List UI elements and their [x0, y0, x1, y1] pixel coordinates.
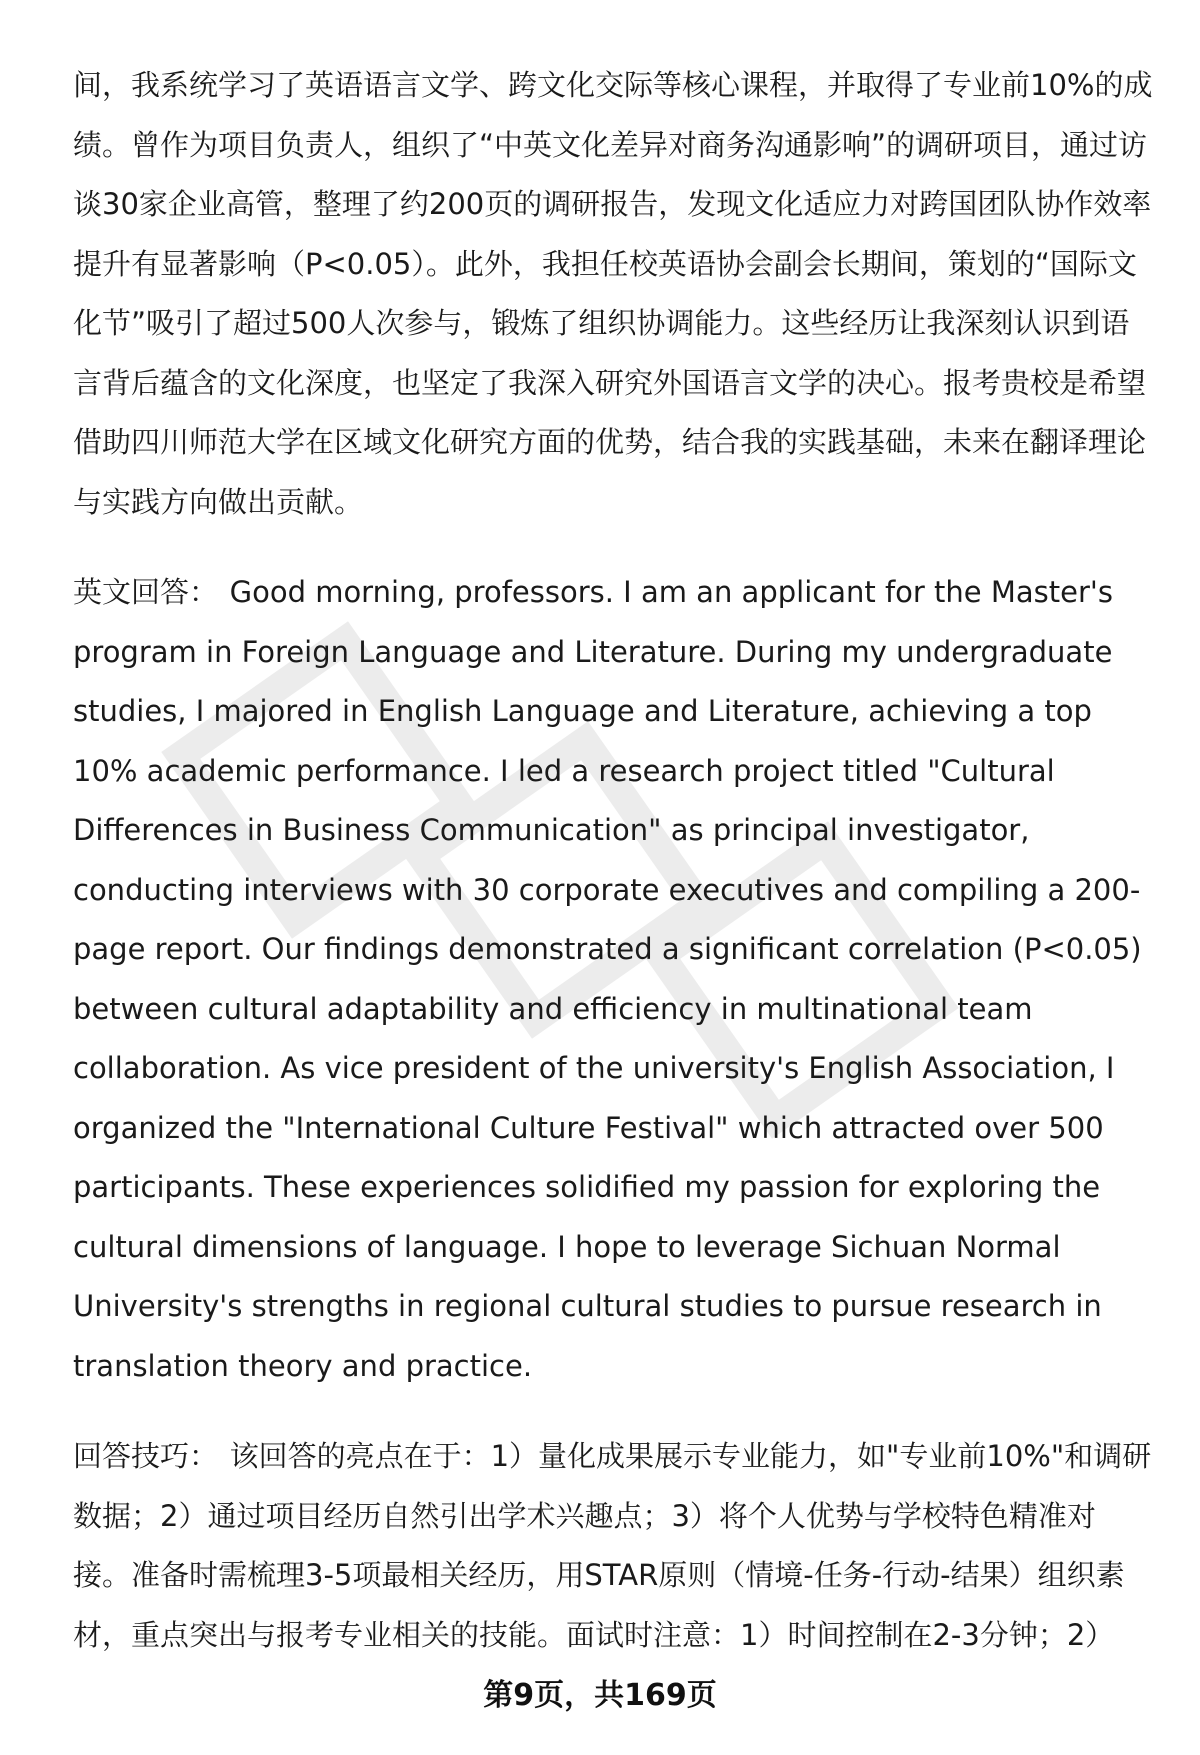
- paragraph-answer-tips: [73, 1427, 1153, 1665]
- paragraph-label: 回答技巧：: [73, 1439, 219, 1473]
- paragraph-text: Good morning, professors. I am an applicant for the Master's program in Foreign Language and Literature. During my undergraduate studies, I majored in English Language and Literature, achieving a top 10% academic performance. I led a research project titled "Cultural Differences in Business Communication" as principal investigator, conducting interviews with 30 corporate executives and compiling a 200-page report. Our findings demonstrated a significant correlation (P<0.05) between cultural adaptability and efficiency in multinational team collaboration. As vice president of the university's English Association, I organized the "International Culture Festival" which attracted over 500 participants. These experiences solidified my passion for exploring the cultural dimensions of language. I hope to leverage Sichuan Normal University's strengths in regional cultural studies to pursue research in translation theory and practice.: [73, 575, 1142, 1383]
- paragraph-text: 间，我系统学习了英语语言文学、跨文化交际等核心课程，并取得了专业前10%的成绩。曾作为项目负责人，组织了“中英文化差异对商务沟通影响”的调研项目，通过访谈30家企业高管，整理了约200页的调研报告，发现文化适应力对跨国团队协作效率提升有显著影响（P<0.05）。此外，我担任校英语协会副会长期间，策划的“国际文化节”吸引了超过500人次参与，锻炼了组织协调能力。这些经历让我深刻认识到语言背后蕴含的文化深度，也坚定了我深入研究外国语言文学的决心。报考贵校是希望借助四川师范大学在区域文化研究方面的优势，结合我的实践基础，未来在翻译理论与实践方向做出贡献。: [73, 68, 1153, 519]
- paragraph-english-answer: [73, 563, 1153, 1396]
- page-indicator: 第9页，共169页: [483, 1678, 717, 1713]
- paragraph-label: 英文回答：: [73, 575, 219, 609]
- paragraph-chinese-answer: [73, 56, 1153, 532]
- document-body: [73, 56, 1153, 1696]
- paragraph-text: 该回答的亮点在于：1）量化成果展示专业能力，如"专业前10%"和调研数据；2）通过项目经历自然引出学术兴趣点；3）将个人优势与学校特色精准对接。准备时需梳理3-5项最相关经历，用STAR原则（情境-任务-行动-结果）组织素材，重点突出与报考专业相关的技能。面试时注意：1）时间控制在2-3分钟；2）: [73, 1439, 1152, 1652]
